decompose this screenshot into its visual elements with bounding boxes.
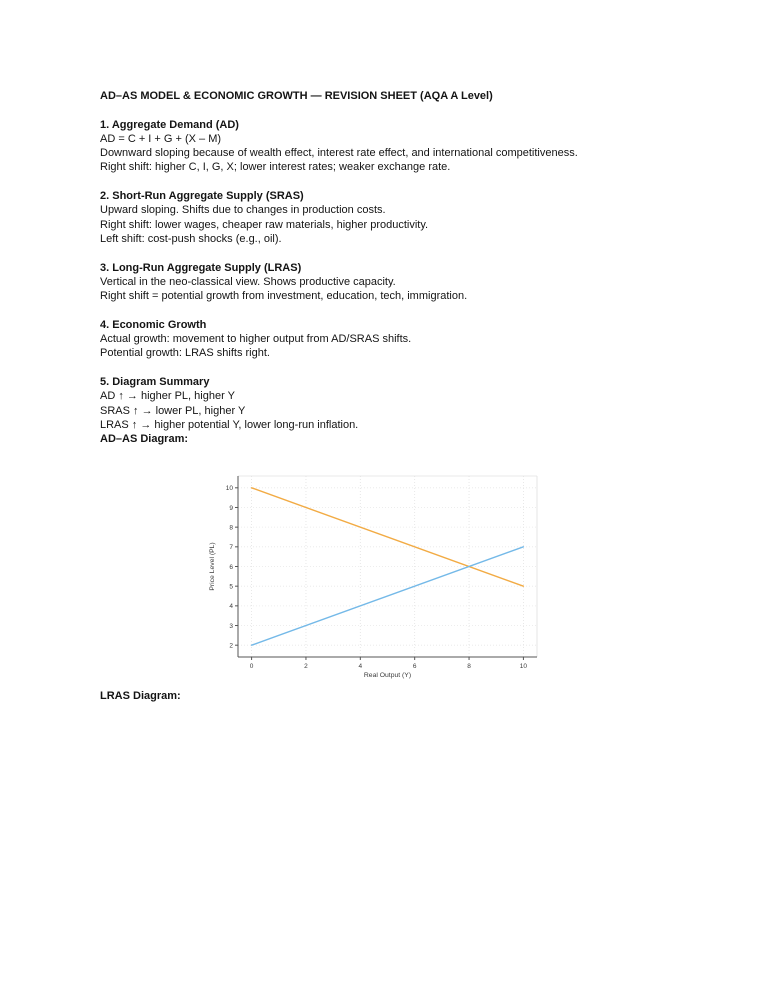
section-heading: 5. Diagram Summary <box>100 375 210 388</box>
x-tick-label: 6 <box>412 663 417 671</box>
x-tick-label: 10 <box>519 663 528 671</box>
section-line: AD = C + I + G + (X – M) <box>100 132 222 145</box>
sras-curve <box>252 547 524 645</box>
section-heading: 2. Short-Run Aggregate Supply (SRAS) <box>100 190 304 203</box>
x-tick-label: 4 <box>358 663 363 671</box>
section-line: Actual growth: movement to higher output from AD/SRAS shifts. <box>100 333 412 346</box>
y-tick-label: 8 <box>229 524 233 532</box>
section-heading: 3. Long-Run Aggregate Supply (LRAS) <box>100 261 302 274</box>
x-axis-label: Real Output (Y) <box>363 672 412 680</box>
y-tick-label: 6 <box>229 564 233 572</box>
ad-curve <box>252 488 524 586</box>
x-tick-label: 8 <box>467 663 471 671</box>
y-tick-label: 5 <box>229 583 233 591</box>
adas-chart-canvas <box>200 457 572 689</box>
y-tick-label: 2 <box>229 642 233 650</box>
y-tick-label: 4 <box>229 603 233 611</box>
section-line: Potential growth: LRAS shifts right. <box>100 347 270 360</box>
y-axis-label: Price Level (PL) <box>209 542 216 592</box>
section-line: SRAS ↑ → lower PL, higher Y <box>100 404 246 417</box>
page-title: AD–AS MODEL & ECONOMIC GROWTH — REVISION SHEET (AQA A Level) <box>100 90 493 102</box>
section-line: Upward sloping. Shifts due to changes in production costs. <box>100 204 386 217</box>
x-tick-label: 0 <box>249 663 254 671</box>
y-tick-label: 10 <box>225 485 233 493</box>
section <box>100 261 710 304</box>
lras-diagram-label: LRAS Diagram: <box>100 690 181 703</box>
section-line: AD ↑ → higher PL, higher Y <box>100 390 235 403</box>
section-line: Right shift = potential growth from investment, education, tech, immigration. <box>100 290 468 303</box>
y-tick-label: 3 <box>229 623 233 631</box>
adas-diagram-label: AD–AS Diagram: <box>100 433 189 446</box>
y-tick-label: 7 <box>229 544 233 552</box>
section-line: Downward sloping because of wealth effect, interest rate effect, and international competitiveness. <box>100 147 578 160</box>
section <box>100 318 710 361</box>
adas-chart <box>100 457 710 689</box>
section-heading: 1. Aggregate Demand (AD) <box>100 118 239 131</box>
section-line: Right shift: higher C, I, G, X; lower interest rates; weaker exchange rate. <box>100 161 451 174</box>
sections-container <box>100 118 710 433</box>
x-tick-label: 2 <box>304 663 308 671</box>
section <box>100 189 710 246</box>
section-line: Left shift: cost-push shocks (e.g., oil). <box>100 232 282 245</box>
section-line: LRAS ↑ → higher potential Y, lower long-run inflation. <box>100 418 359 431</box>
section-heading: 4. Economic Growth <box>100 318 207 331</box>
y-tick-label: 9 <box>229 505 233 513</box>
section <box>100 375 710 432</box>
section-line: Right shift: lower wages, cheaper raw materials, higher productivity. <box>100 218 429 231</box>
section-line: Vertical in the neo-classical view. Shows productive capacity. <box>100 275 396 288</box>
section <box>100 118 710 175</box>
